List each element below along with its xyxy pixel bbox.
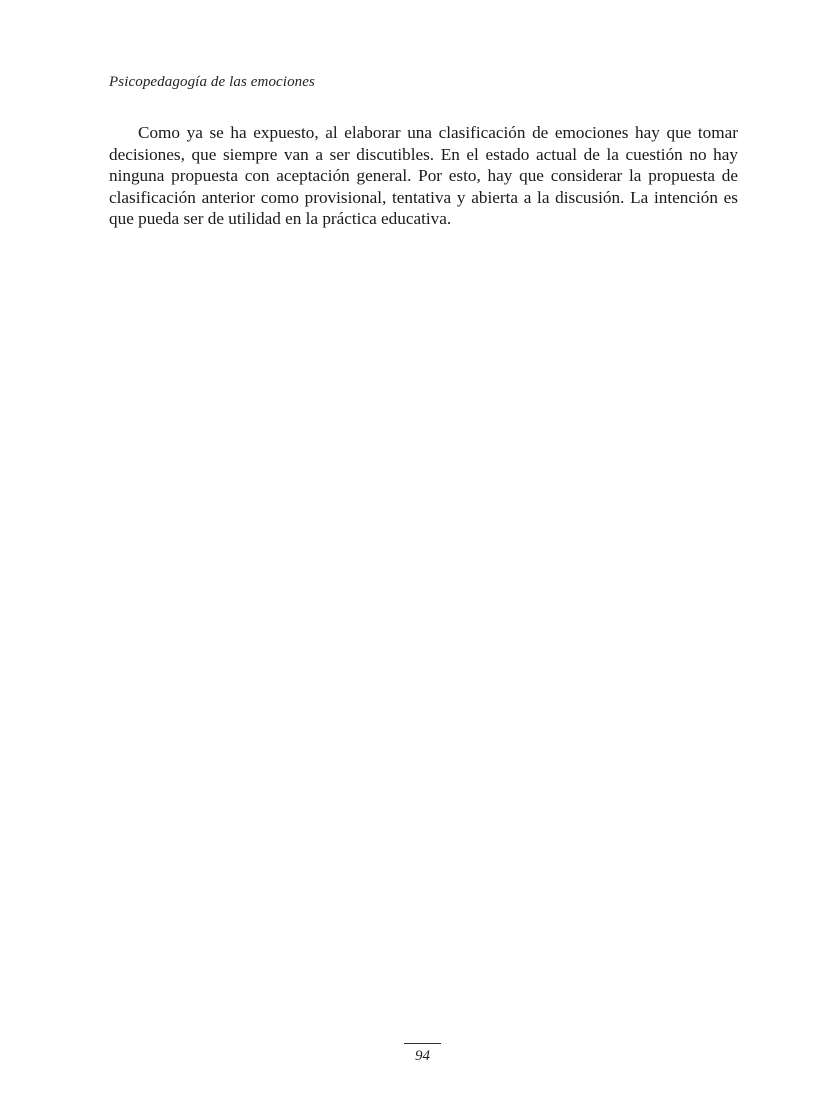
body-paragraph: Como ya se ha expuesto, al elaborar una clasificación de emociones hay que tomar decisiones, que siempre van a ser discutibles. En el estado actual de la cuestión no hay ninguna propuesta con aceptación general. Por esto, hay que considerar la propuesta de clasificación anterior como provisional, tentativa y abierta a la discusión. La intención es que pueda ser de utilidad en la práctica educativa. <box>109 123 738 229</box>
page-number-rule <box>404 1043 441 1044</box>
page-number: 94 <box>415 1048 430 1064</box>
running-header: Psicopedagogía de las emociones <box>109 74 315 90</box>
